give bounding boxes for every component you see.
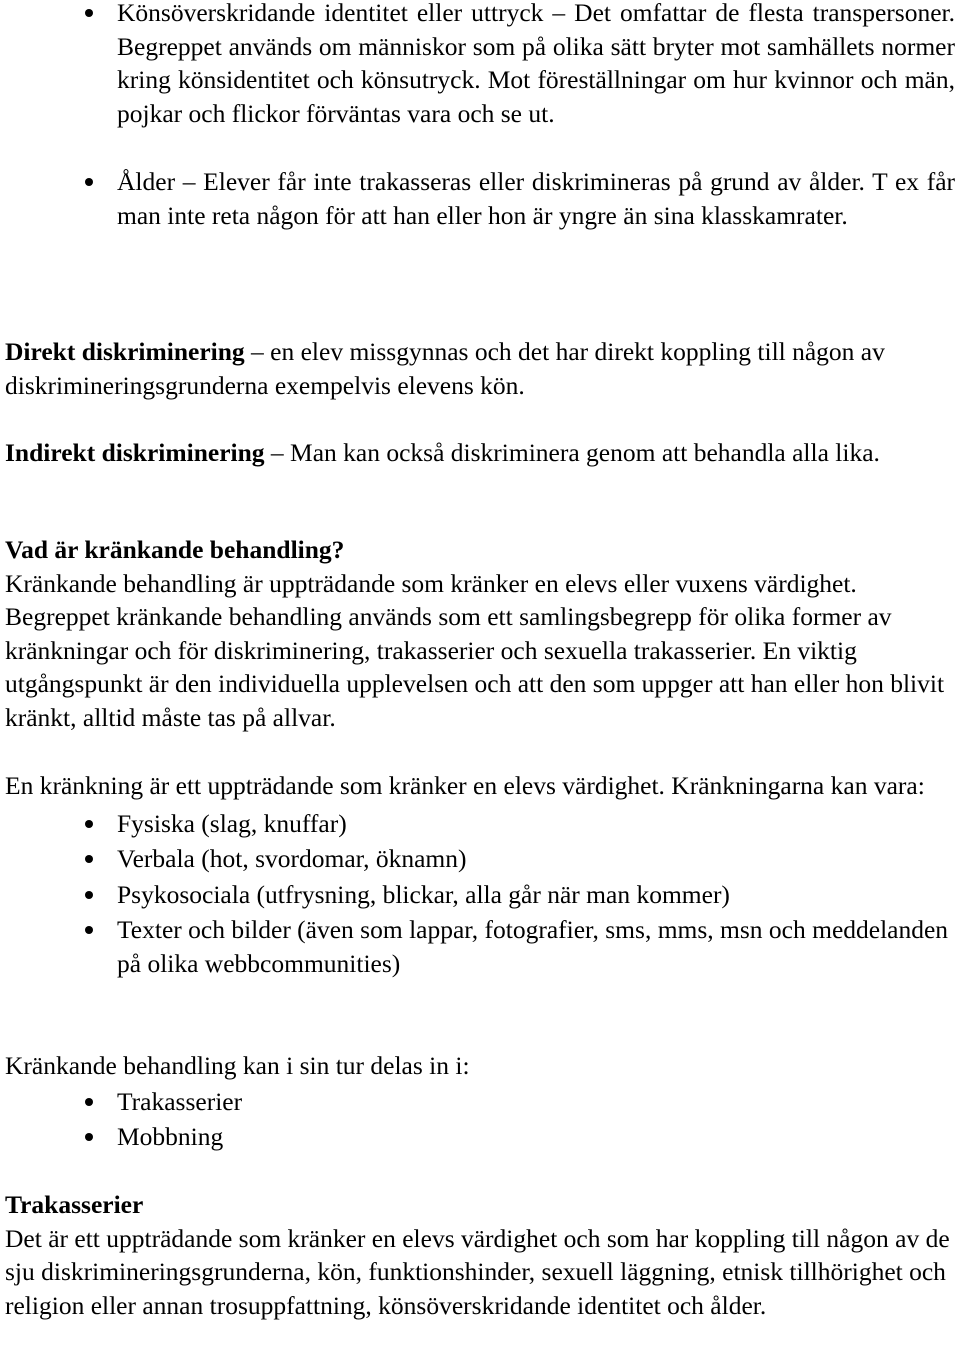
delas-list	[5, 1085, 955, 1154]
krankning-intro: En kränkning är ett uppträdande som kränker en elevs värdighet. Kränkningarna kan vara:	[5, 771, 925, 800]
list-item: Mobbning	[5, 1120, 955, 1154]
indirekt-diskriminering-paragraph	[5, 436, 955, 470]
trakasserier-text: Det är ett uppträdande som kränker en elevs värdighet och som har koppling till någon av de sju diskrimineringsgrunderna, kön, funktionshinder, sexuell läggning, etnisk tillhörighet och religion eller annan trosuppfattning, könsöverskridande identitet och ålder.	[5, 1223, 950, 1320]
krankande-section	[5, 533, 955, 734]
section-heading: Trakasserier	[5, 1190, 144, 1219]
indirekt-term: Indirekt diskriminering	[5, 438, 265, 467]
direkt-term: Direkt diskriminering	[5, 337, 245, 366]
direkt-text: – en elev missgynnas och det har direkt koppling till någon av diskrimineringsgrunderna exempelvis elevens kön.	[5, 337, 885, 400]
section-heading: Vad är kränkande behandling?	[5, 535, 345, 564]
direkt-diskriminering-paragraph	[5, 335, 955, 402]
list-item: Trakasserier	[5, 1085, 955, 1119]
top-bullet-list	[5, 0, 955, 232]
list-item: Ålder – Elever får inte trakasseras eller diskrimineras på grund av ålder. T ex får man inte reta någon för att han eller hon är yngre än sina klasskamrater.	[5, 165, 955, 232]
delas-section	[5, 1049, 955, 1154]
krankning-section	[5, 769, 955, 980]
list-item: Fysiska (slag, knuffar)	[5, 807, 955, 841]
indirekt-text: – Man kan också diskriminera genom att behandla alla lika.	[264, 438, 880, 467]
list-item: Texter och bilder (även som lappar, fotografier, sms, mms, msn och meddelanden på olika webbcommunities)	[5, 913, 955, 980]
krankning-list	[5, 807, 955, 981]
list-item: Könsöverskridande identitet eller uttryck – Det omfattar de flesta transpersoner. Begreppet används om människor som på olika sätt bryter mot samhällets normer kring könsidentitet och könsutryck. Mot föreställningar om hur kvinnor och män, pojkar och flickor förväntas vara och se ut.	[5, 0, 955, 130]
trakasserier-section	[5, 1188, 955, 1322]
list-item: Verbala (hot, svordomar, öknamn)	[5, 842, 955, 876]
delas-intro: Kränkande behandling kan i sin tur delas in i:	[5, 1051, 470, 1080]
list-item: Psykosociala (utfrysning, blickar, alla går när man kommer)	[5, 878, 955, 912]
krankande-text: Kränkande behandling är uppträdande som kränker en elevs eller vuxens värdighet. Begreppet kränkande behandling används som ett samlingsbegrepp för olika former av kränkningar och för diskriminering, trakasserier och sexuella trakasserier. En viktig utgångspunkt är den individuella upplevelsen och att den som uppger att han eller hon blivit kränkt, alltid måste tas på allvar.	[5, 568, 945, 732]
